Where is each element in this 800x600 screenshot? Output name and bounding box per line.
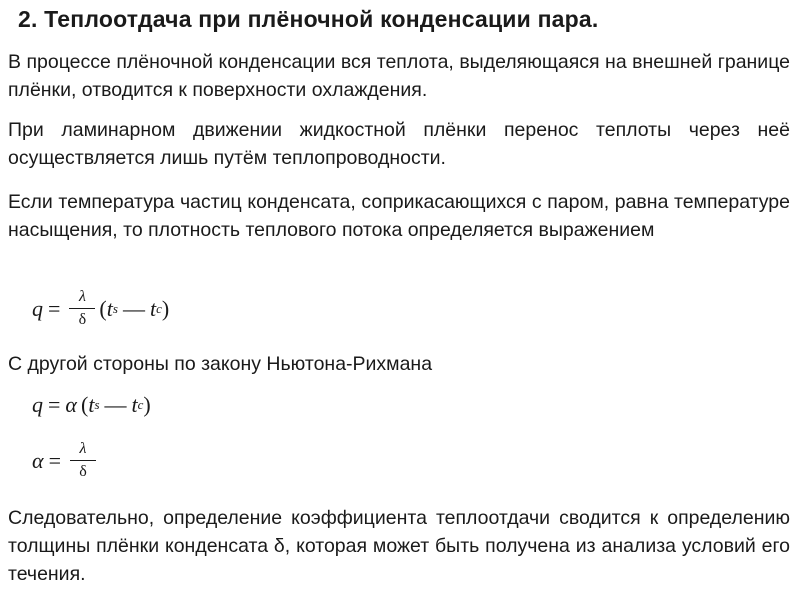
- formula-subscript: s: [94, 397, 100, 412]
- fraction-bar: [69, 308, 95, 309]
- formula-paren: ): [143, 392, 151, 417]
- formula-alpha: [32, 440, 100, 481]
- formula-operator: —: [104, 392, 127, 417]
- formula-symbol: α: [65, 392, 77, 417]
- formula-subscript: s: [112, 300, 118, 316]
- formula-paren: ): [161, 295, 170, 321]
- fraction-denominator: δ: [78, 311, 87, 328]
- formula-symbol: q: [32, 295, 43, 321]
- slide-title: 2. Теплоотдача при плёночной конденсации пара.: [18, 6, 599, 32]
- formula-symbol: t: [131, 392, 138, 417]
- formula-subscript: c: [137, 397, 144, 412]
- formula-paren: (: [99, 295, 107, 321]
- paragraph-laminar: При ламинарном движении жидкостной плёнки перенос теплоты через неё осуществляется лишь путём теплопроводности.: [8, 119, 790, 169]
- formula-heat-flux-conduction: [32, 288, 169, 329]
- fraction-bar: [70, 460, 96, 461]
- paragraph-saturation: Если температура частиц конденсата, соприкасающихся с паром, равна температуре насыщения, то плотность теплового потока определяется выражением: [8, 191, 790, 241]
- formula-subscript: c: [156, 300, 162, 316]
- formula-fraction: [69, 288, 95, 329]
- formula-symbol: q: [32, 392, 43, 417]
- fraction-numerator: λ: [78, 288, 86, 305]
- paragraph-newton-richmann: С другой стороны по закону Ньютона-Рихмана: [8, 353, 433, 375]
- formula-symbol: t: [106, 295, 113, 321]
- formula-newton-richmann: [32, 392, 151, 418]
- formula-operator: =: [48, 295, 61, 321]
- formula-fraction: [70, 440, 96, 481]
- formula-operator: =: [48, 447, 61, 473]
- formula-operator: =: [48, 392, 61, 417]
- formula-paren: (: [80, 392, 89, 417]
- formula-symbol: t: [149, 295, 157, 321]
- formula-symbol: t: [88, 392, 95, 417]
- fraction-denominator: δ: [79, 463, 87, 480]
- formula-operator: —: [122, 295, 145, 321]
- formula-symbol: α: [32, 447, 44, 473]
- paragraph-conclusion: Следовательно, определение коэффициента теплоотдачи сводится к определению толщины плёнки конденсата δ, которая может быть получена из анализа условий его течения.: [8, 507, 790, 585]
- fraction-numerator: λ: [79, 440, 87, 457]
- paragraph-intro: В процессе плёночной конденсации вся теплота, выделяющаяся на внешней границе плёнки, отводится к поверхности охлаждения.: [8, 51, 790, 101]
